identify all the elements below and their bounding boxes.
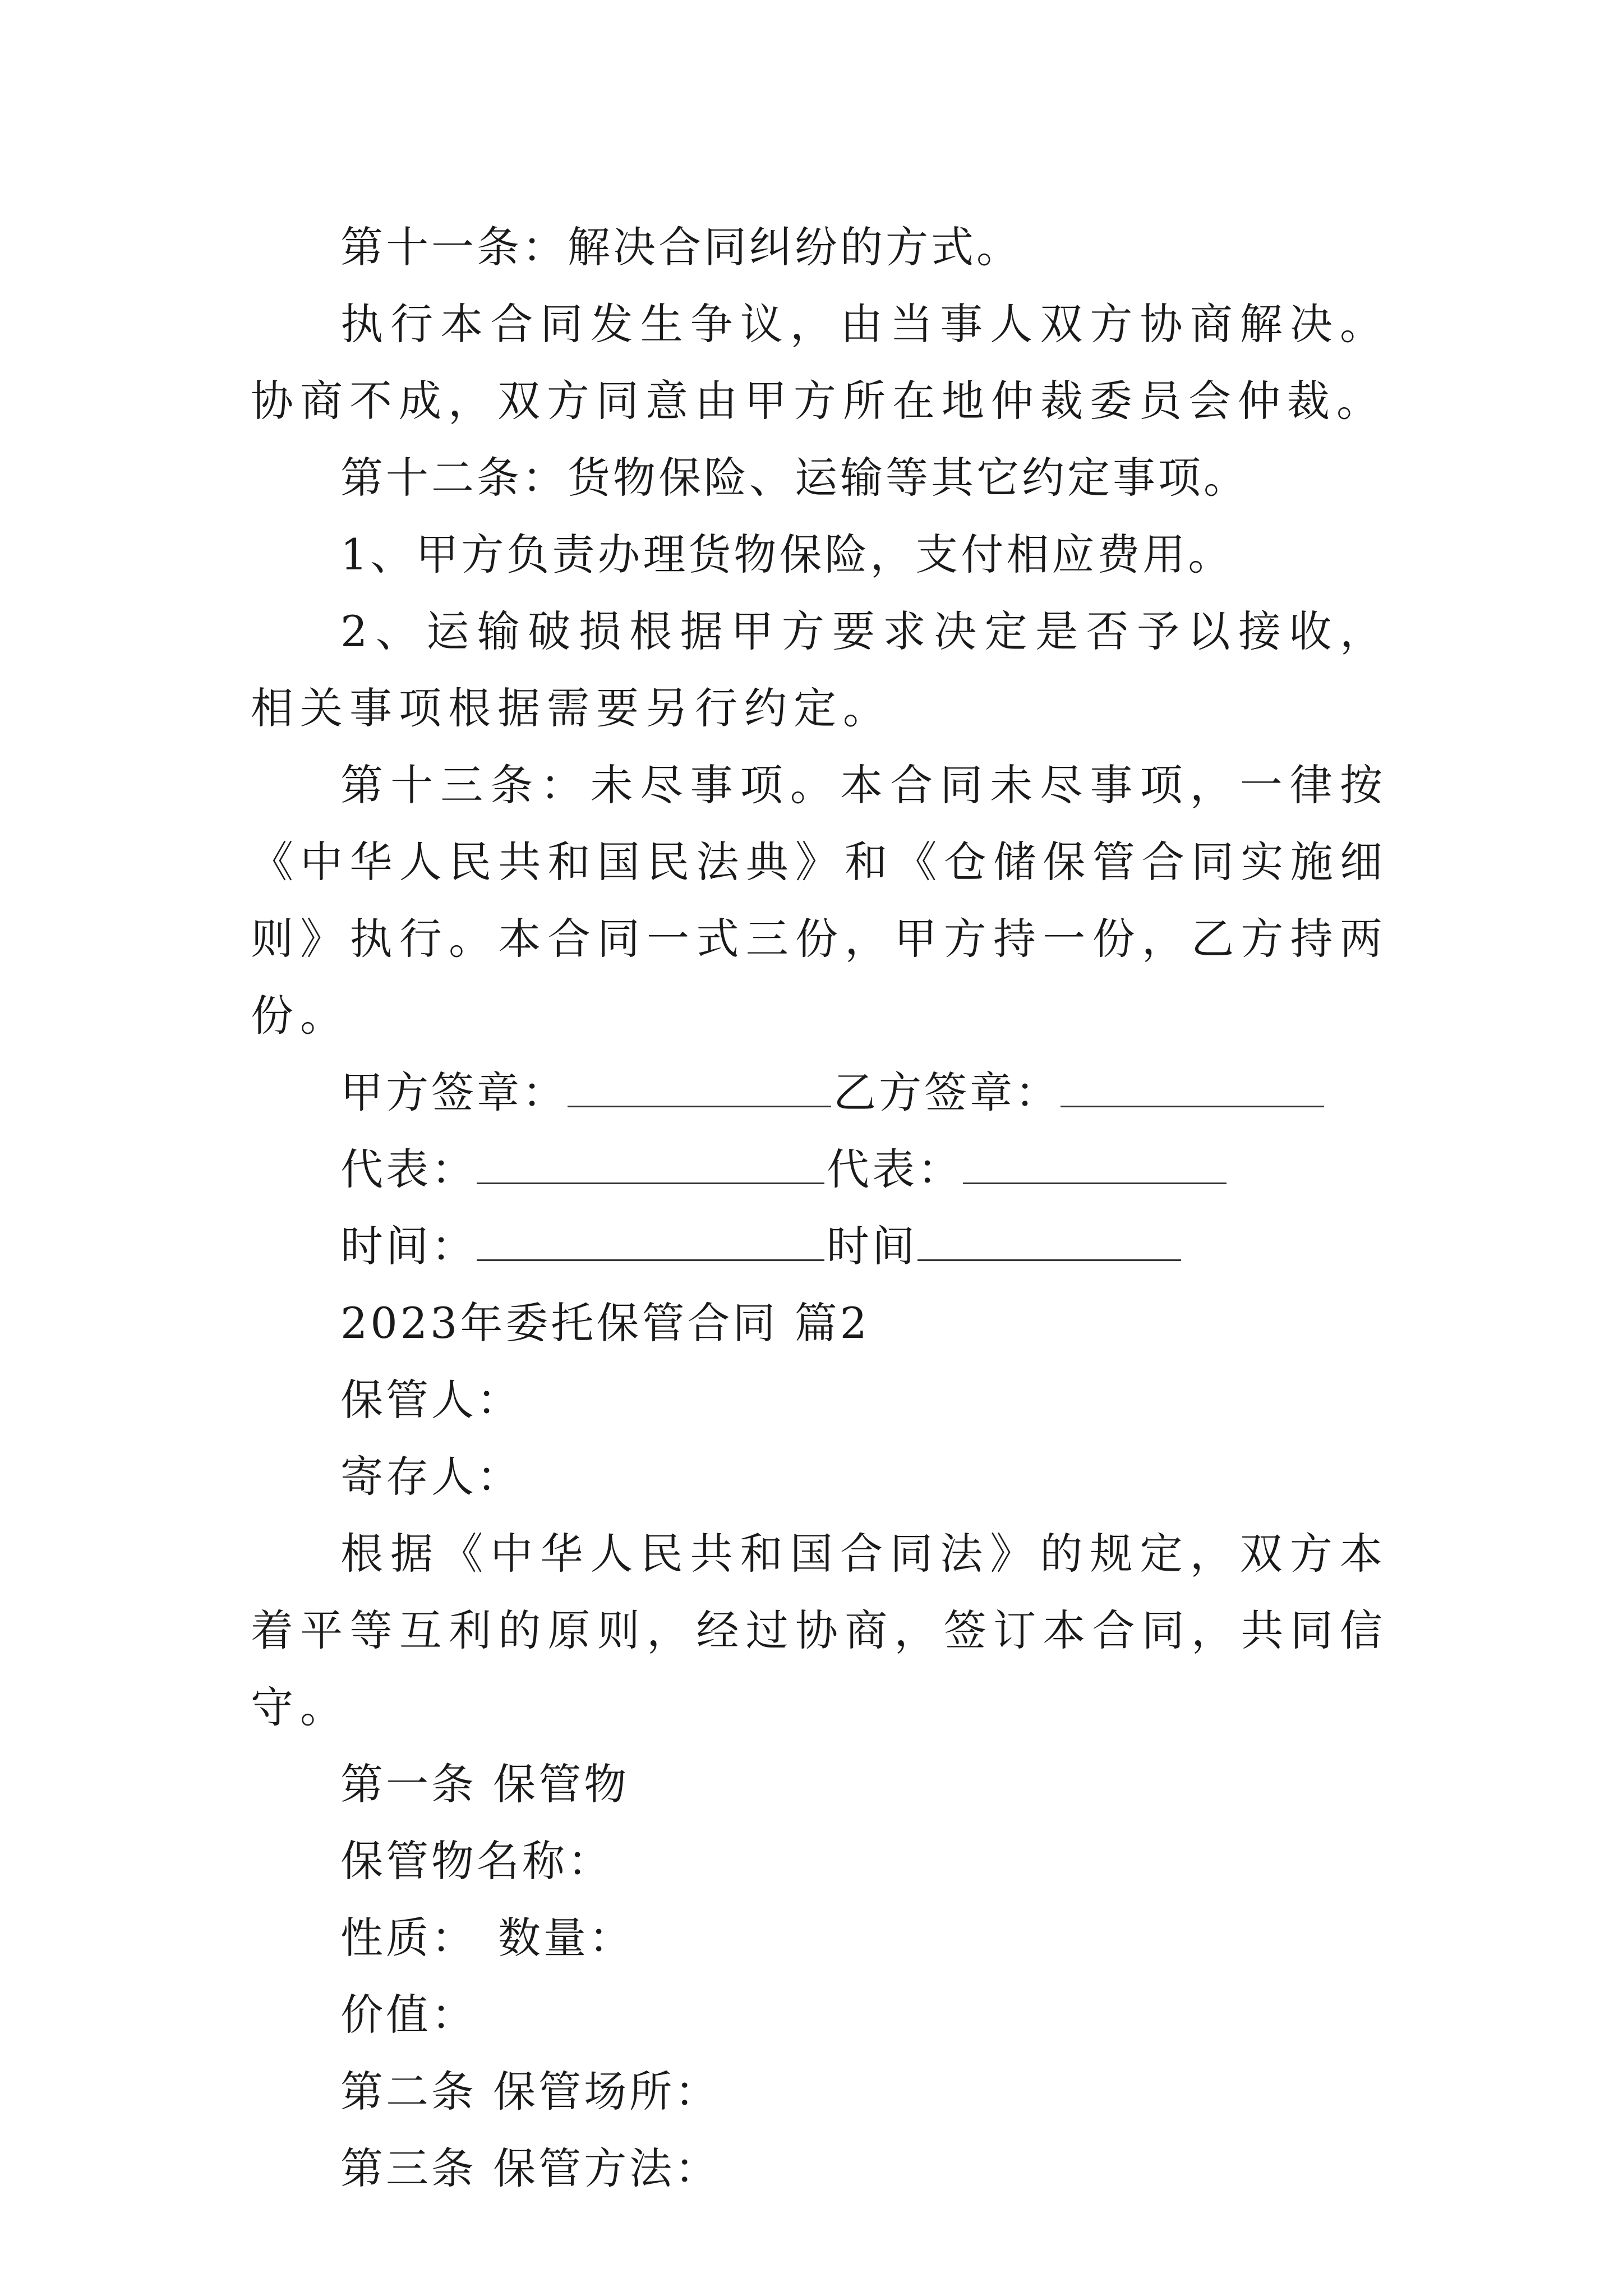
nature-quantity-row [251, 1899, 1389, 1976]
depositor-label: 寄存人： [340, 1452, 522, 1502]
signature-row-time [251, 1208, 1389, 1285]
item-name-label: 保管物名称： [340, 1836, 613, 1886]
article-12-title: 第十二条：货物保险、运输等其它约定事项。 [340, 453, 1249, 503]
party-b-rep-blank [963, 1150, 1227, 1184]
item-quantity-label: 数量： [498, 1913, 634, 1963]
party-a-seal-label: 甲方签章： [340, 1068, 568, 1117]
article-12-item-2: 2、运输破损根据甲方要求决定是否予以接收，相关事项根据需要另行约定。 [251, 606, 1389, 733]
party-a-seal-blank [568, 1073, 831, 1107]
item-value-label: 价值： [340, 1990, 477, 2040]
party-b-seal-label: 乙方签章： [833, 1068, 1061, 1117]
article-1-title: 第一条 保管物 [340, 1759, 630, 1809]
signature-row-representative [251, 1131, 1389, 1208]
article-11-title: 第十一条：解决合同纠纷的方式。 [340, 222, 1022, 272]
article-2: 第二条 保管场所： [340, 2067, 721, 2116]
section-2-title: 2023年委托保管合同 篇2 [340, 1298, 870, 1348]
document-body [251, 209, 1389, 2207]
party-b-time-label: 时间 [827, 1221, 917, 1271]
item-nature-label: 性质： [340, 1913, 477, 1963]
custodian-label: 保管人： [340, 1375, 522, 1425]
signature-row-seal [251, 1054, 1389, 1131]
party-b-time-blank [917, 1227, 1181, 1261]
preamble: 根据《中华人民共和国合同法》的规定，双方本着平等互利的原则，经过协商，签订本合同，共同信守。 [251, 1529, 1389, 1732]
article-11-body: 执行本合同发生争议，由当事人双方协商解决。协商不成，双方同意由甲方所在地仲裁委员会仲裁。 [251, 299, 1389, 426]
party-a-time-blank [477, 1227, 824, 1261]
party-a-rep-blank [477, 1150, 824, 1184]
party-b-rep-label: 代表： [827, 1144, 963, 1194]
article-3: 第三条 保管方法： [340, 2143, 721, 2193]
party-b-seal-blank [1061, 1073, 1324, 1107]
party-a-rep-label: 代表： [340, 1144, 477, 1194]
article-13: 第十三条：未尽事项。本合同未尽事项，一律按《中华人民共和国民法典》和《仓储保管合同实施细则》执行。本合同一式三份，甲方持一份，乙方持两份。 [251, 760, 1389, 1041]
party-a-time-label: 时间： [340, 1221, 477, 1271]
article-12-item-1: 1、甲方负责办理货物保险，支付相应费用。 [340, 530, 1234, 579]
